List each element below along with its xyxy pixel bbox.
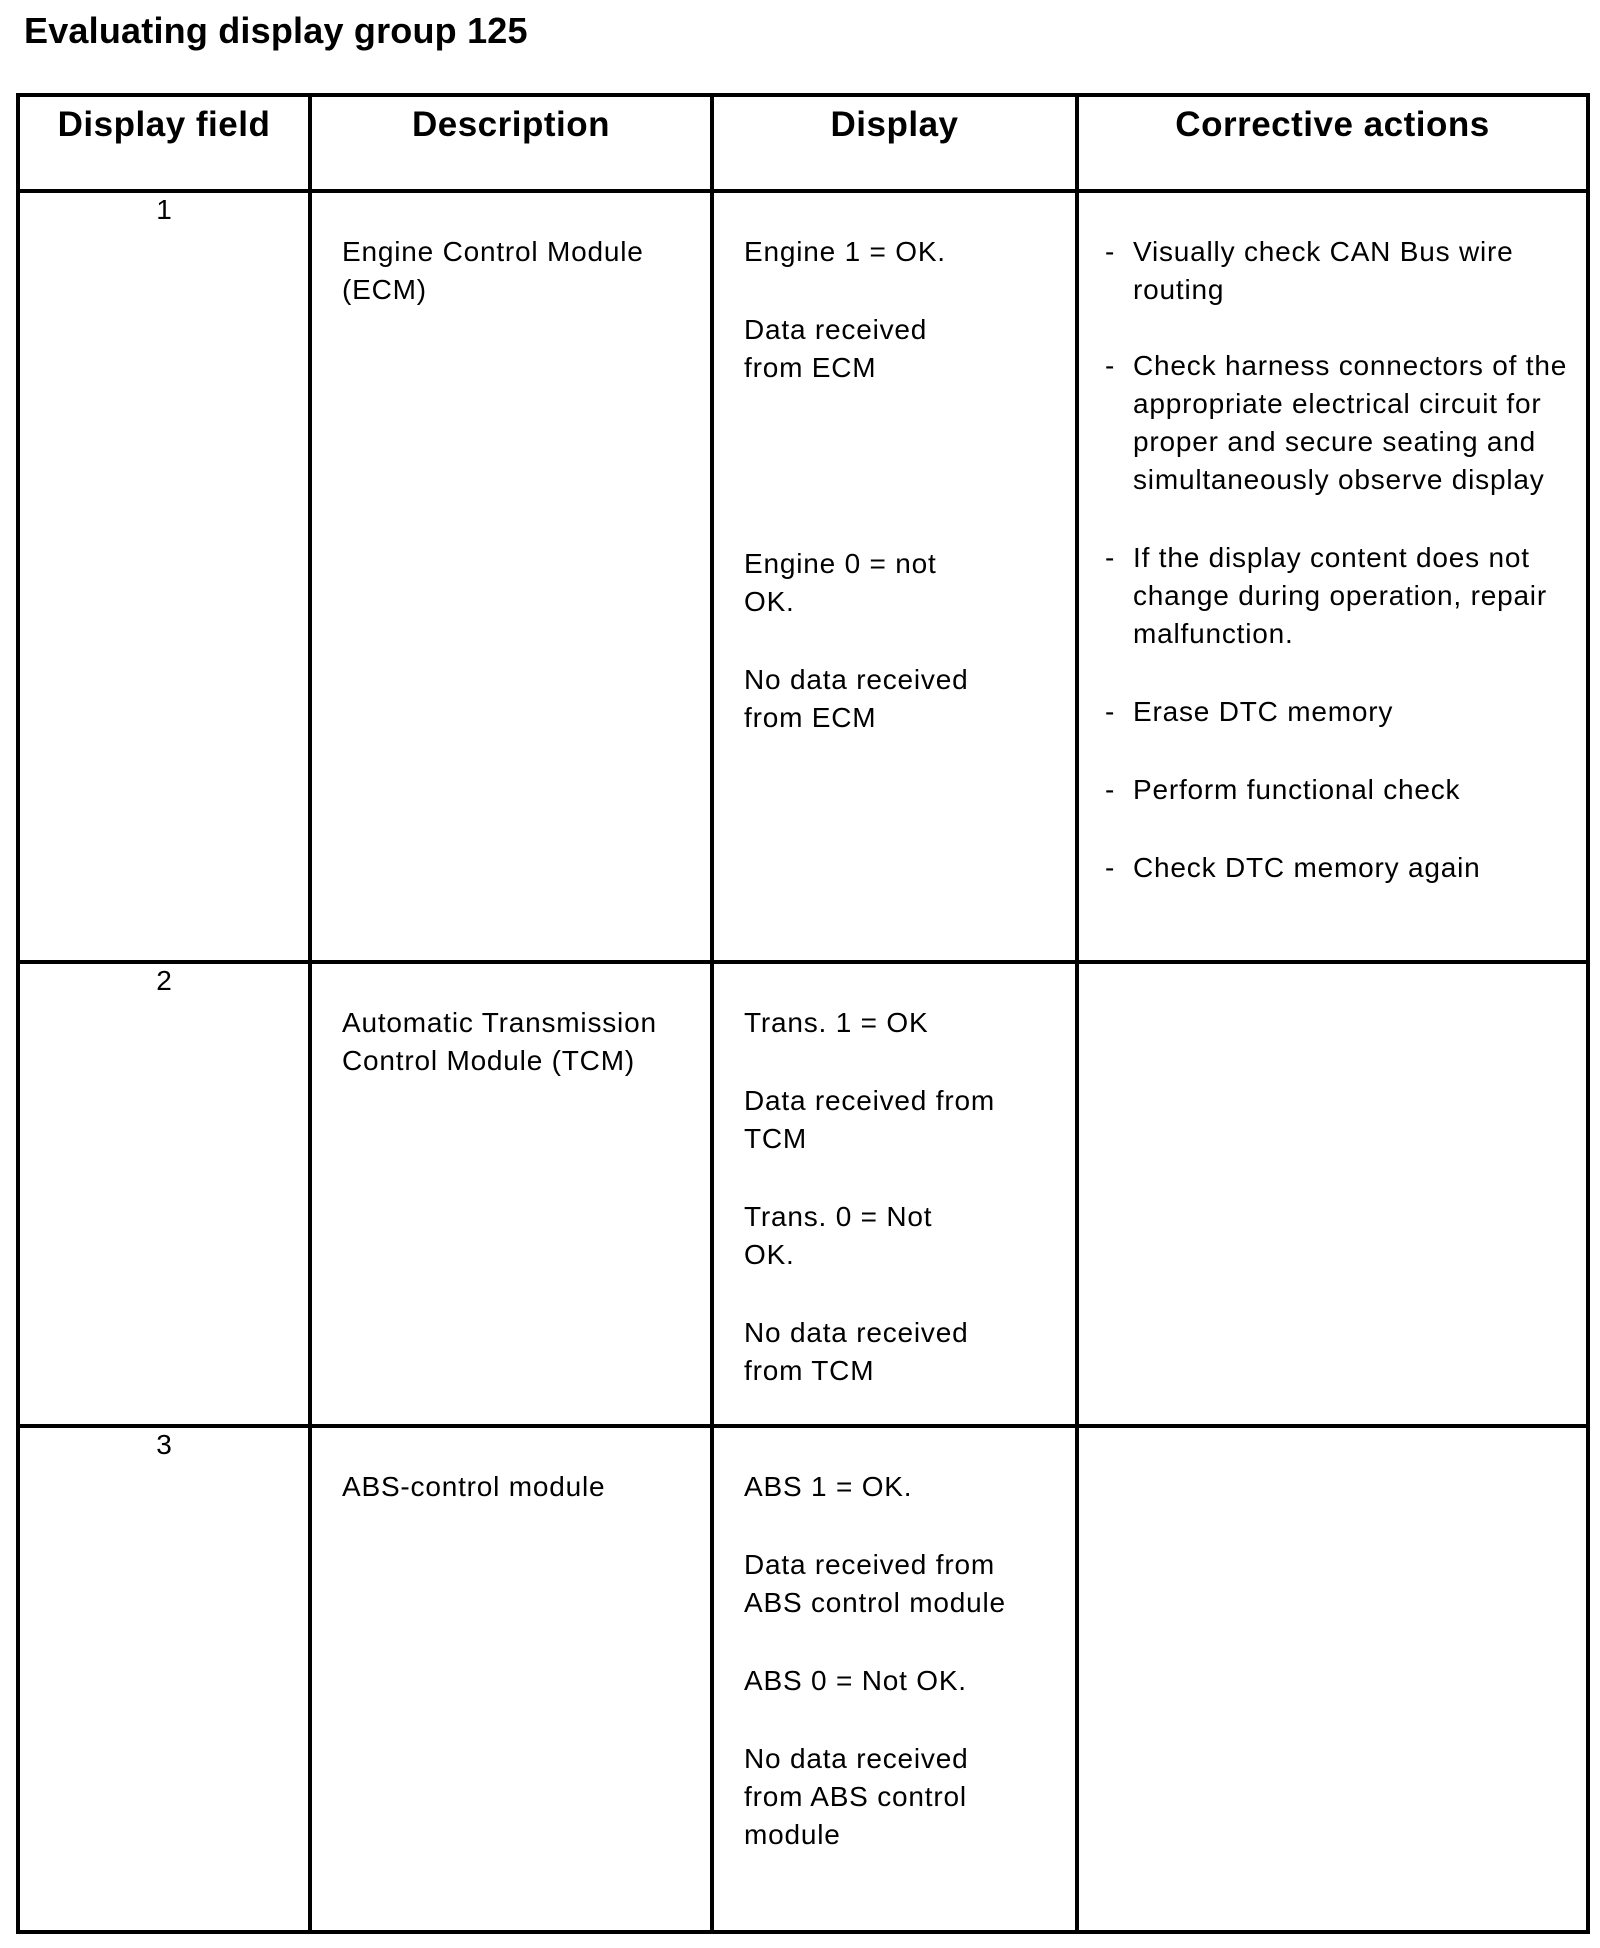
- action-item: [1105, 849, 1570, 887]
- table-row: [18, 191, 1588, 962]
- bullet-dash: -: [1105, 696, 1116, 727]
- display-value: Data received from ABS control module: [744, 1549, 1006, 1618]
- action-item: [1105, 693, 1570, 731]
- action-text: Perform functional check: [1133, 774, 1461, 805]
- action-item: [1105, 539, 1570, 653]
- display-value: No data received from ABS control module: [744, 1743, 969, 1850]
- display-value: Trans. 0 = Not OK.: [744, 1201, 933, 1270]
- table-row: [18, 962, 1588, 1426]
- corrective-actions-cell: [1077, 1426, 1588, 1932]
- action-text: Check harness connectors of the appropriate electrical circuit for proper and secure seating and simultaneously observe display: [1133, 350, 1568, 495]
- display-value: Engine 1 = OK.: [744, 236, 946, 267]
- display-value: No data received from TCM: [744, 1317, 969, 1386]
- display-value: Data received from TCM: [744, 1085, 995, 1154]
- display-group-table: [16, 93, 1590, 1934]
- display-cell: [712, 962, 1077, 1426]
- header-display: Display: [712, 95, 1077, 191]
- bullet-dash: -: [1105, 852, 1116, 883]
- action-text: If the display content does not change during operation, repair malfunction.: [1133, 542, 1547, 649]
- table-header-row: [18, 95, 1588, 191]
- description-cell: Engine Control Module (ECM): [310, 191, 712, 962]
- display-cell: [712, 1426, 1077, 1932]
- corrective-actions-cell: [1077, 191, 1588, 962]
- bullet-dash: -: [1105, 774, 1116, 805]
- display-field-cell: 1: [18, 191, 310, 962]
- action-text: Visually check CAN Bus wire routing: [1133, 236, 1514, 305]
- display-cell: [712, 191, 1077, 962]
- description-cell: Automatic Transmission Control Module (TCM): [310, 962, 712, 1426]
- bullet-dash: -: [1105, 236, 1116, 267]
- display-value: Data received from ECM: [744, 314, 928, 383]
- display-value: ABS 0 = Not OK.: [744, 1665, 967, 1696]
- action-item: [1105, 347, 1570, 499]
- action-item: [1105, 771, 1570, 809]
- description-cell: ABS-control module: [310, 1426, 712, 1932]
- page-title: Evaluating display group 125: [24, 10, 528, 51]
- display-value: Trans. 1 = OK: [744, 1007, 929, 1038]
- action-text: Check DTC memory again: [1133, 852, 1481, 883]
- display-field-cell: 2: [18, 962, 310, 1426]
- header-corrective-actions: Corrective actions: [1077, 95, 1588, 191]
- bullet-dash: -: [1105, 350, 1116, 381]
- corrective-actions-cell: [1077, 962, 1588, 1426]
- display-value: ABS 1 = OK.: [744, 1471, 913, 1502]
- display-value: Engine 0 = not OK.: [744, 548, 937, 617]
- action-text: Erase DTC memory: [1133, 696, 1394, 727]
- bullet-dash: -: [1105, 542, 1116, 573]
- display-field-cell: 3: [18, 1426, 310, 1932]
- header-description: Description: [310, 95, 712, 191]
- table-row: [18, 1426, 1588, 1932]
- display-value: No data received from ECM: [744, 664, 969, 733]
- action-item: [1105, 233, 1570, 309]
- header-display-field: Display field: [18, 95, 310, 191]
